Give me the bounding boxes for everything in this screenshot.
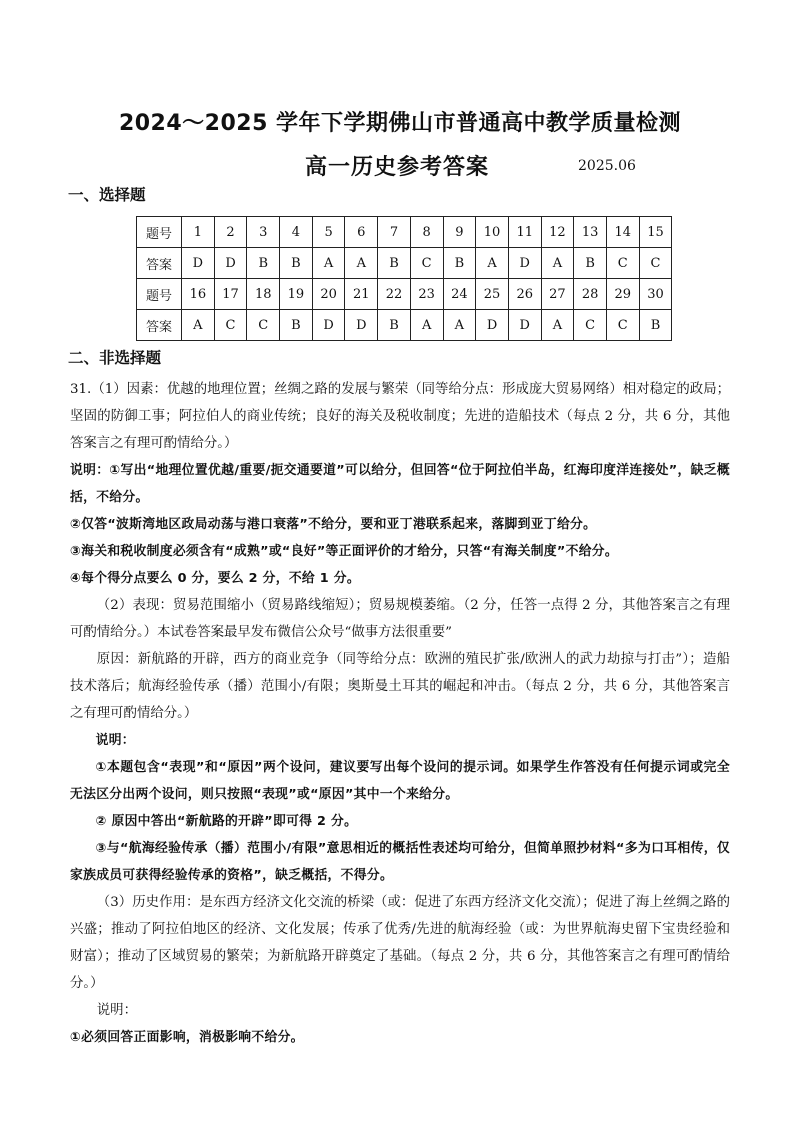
answer-table-cell: A <box>345 248 378 279</box>
answer-table-row <box>137 248 672 279</box>
answer-table-cell: 20 <box>312 279 345 310</box>
answer-table-cell: 17 <box>214 279 247 310</box>
answer-table-cell: D <box>345 310 378 341</box>
answer-table-cell: B <box>247 248 280 279</box>
q31-part3-note-1: ①必须回答正面影响，消极影响不给分。 <box>70 1030 304 1045</box>
answer-table-cell: B <box>378 248 411 279</box>
answer-key-title: 高一历史参考答案 <box>305 155 490 180</box>
q31-part2-note-label: 说明： <box>95 733 135 748</box>
q31-part2-performance: （2）表现：贸易范围缩小（贸易路线缩短）；贸易规模萎缩。（2 分，任答一点得 2 分，其他答案言之有理可酌情给分。）本试卷答案最早发布微信公众号“做事方法很重要” <box>70 598 730 640</box>
answer-table-row-header: 答案 <box>137 310 182 341</box>
answer-table-cell: C <box>639 248 672 279</box>
answer-table-cell: C <box>606 310 639 341</box>
answer-table-cell: 9 <box>443 217 476 248</box>
answer-body <box>70 376 730 1051</box>
answer-table-cell: 28 <box>574 279 607 310</box>
answer-table-cell: 2 <box>214 217 247 248</box>
q31-part3-answer: （3）历史作用：是东西方经济文化交流的桥梁（或：促进了东西方经济文化交流）；促进了海上丝绸之路的兴盛；推动了阿拉伯地区的经济、文化发展；传承了优秀/先进的航海经验（或：为世界航海史留下宝贵经验和财富）；推动了区域贸易的繁荣；为新航路开辟奠定了基础。（每点 2 分，共 6 分，其他答案言之有理可酌情给分。） <box>70 895 730 991</box>
answer-table-cell: C <box>574 310 607 341</box>
answer-table-row-header: 题号 <box>137 279 182 310</box>
q31-part1-answer: 31.（1）因素：优越的地理位置；丝绸之路的发展与繁荣（同等给分点：形成庞大贸易网络）相对稳定的政局；坚固的防御工事；阿拉伯人的商业传统；良好的海关及税收制度；先进的造船技术（每点 2 分，共 6 分，其他答案言之有理可酌情给分。） <box>70 382 730 451</box>
answer-table-cell: 27 <box>541 279 574 310</box>
answer-table-cell: 18 <box>247 279 280 310</box>
answer-table-cell: 10 <box>476 217 509 248</box>
q31-part3-note-label: 说明： <box>96 1003 137 1018</box>
q31-part1-note-4: ④每个得分点要么 0 分，要么 2 分，不给 1 分。 <box>70 571 360 586</box>
answer-table-cell: 1 <box>182 217 215 248</box>
q31-part2-note-3: ③与“航海经验传承（播）范围小/有限”意思相近的概括性表述均可给分，但简单照抄材料“多为口耳相传，仅家族成员可获得经验传承的资格”，缺乏概括，不得分。 <box>70 841 730 883</box>
q31-part1-note-3: ③海关和税收制度必须含有“成熟”或“良好”等正面评价的才给分，只答“有海关制度”不给分。 <box>70 544 618 559</box>
answer-table-cell: 25 <box>476 279 509 310</box>
answer-table-cell: 8 <box>410 217 443 248</box>
answer-table-cell: D <box>214 248 247 279</box>
answer-table-cell: D <box>508 248 541 279</box>
answer-table-cell: D <box>182 248 215 279</box>
answer-table-cell: C <box>247 310 280 341</box>
answer-table-cell: A <box>541 248 574 279</box>
answer-table-cell: 19 <box>280 279 313 310</box>
answer-table-cell: 14 <box>606 217 639 248</box>
answer-table <box>136 216 672 341</box>
q31-part2-reasons: 原因：新航路的开辟，西方的商业竞争（同等给分点：欧洲的殖民扩张/欧洲人的武力劫掠与打击”）；造船技术落后；航海经验传承（播）范围小/有限；奥斯曼土耳其的崛起和冲击。（每点 2 分，共 6 分，其他答案言之有理可酌情给分。） <box>70 652 730 721</box>
section-non-choice: 二、非选择题 <box>68 349 162 367</box>
answer-table-cell: C <box>410 248 443 279</box>
answer-table-cell: 15 <box>639 217 672 248</box>
answer-table-cell: A <box>312 248 345 279</box>
answer-table-row <box>137 279 672 310</box>
answer-table-row-header: 答案 <box>137 248 182 279</box>
section-multiple-choice: 一、选择题 <box>68 186 146 204</box>
answer-table-cell: A <box>476 248 509 279</box>
answer-table-cell: 16 <box>182 279 215 310</box>
answer-table-cell: 3 <box>247 217 280 248</box>
answer-table-cell: A <box>541 310 574 341</box>
answer-table-cell: 12 <box>541 217 574 248</box>
answer-table-cell: 30 <box>639 279 672 310</box>
answer-table-cell: 6 <box>345 217 378 248</box>
answer-table-cell: D <box>508 310 541 341</box>
q31-part2-note-1: ①本题包含“表现”和“原因”两个设问，建议要写出每个设问的提示词。如果学生作答没有任何提示词或完全无法区分出两个设问，则只按照“表现”或“原因”其中一个来给分。 <box>70 760 730 802</box>
answer-table-cell: 24 <box>443 279 476 310</box>
answer-table-cell: B <box>280 310 313 341</box>
answer-table-cell: B <box>574 248 607 279</box>
answer-table-cell: 22 <box>378 279 411 310</box>
answer-table-cell: B <box>378 310 411 341</box>
answer-table-cell: C <box>214 310 247 341</box>
answer-table-cell: 13 <box>574 217 607 248</box>
answer-table-row <box>137 310 672 341</box>
answer-table-cell: 21 <box>345 279 378 310</box>
q31-part2-note-2: ② 原因中答出“新航路的开辟”即可得 2 分。 <box>95 814 358 829</box>
answer-table-row <box>137 217 672 248</box>
answer-table-cell: 5 <box>312 217 345 248</box>
answer-table-cell: A <box>182 310 215 341</box>
exam-title: 2024～2025 学年下学期佛山市普通高中教学质量检测 <box>118 111 682 136</box>
exam-date: 2025.06 <box>578 158 636 174</box>
answer-table-cell: B <box>639 310 672 341</box>
answer-table-cell: 29 <box>606 279 639 310</box>
answer-table-row-header: 题号 <box>137 217 182 248</box>
answer-table-cell: 11 <box>508 217 541 248</box>
answer-table-cell: 4 <box>280 217 313 248</box>
answer-table-cell: A <box>410 310 443 341</box>
answer-table-cell: 23 <box>410 279 443 310</box>
q31-part1-note-2: ②仅答“波斯湾地区政局动荡与港口衰落”不给分，要和亚丁港联系起来，落脚到亚丁给分。 <box>70 517 597 532</box>
answer-table-cell: A <box>443 310 476 341</box>
answer-table-cell: 7 <box>378 217 411 248</box>
answer-table-cell: D <box>476 310 509 341</box>
answer-table-cell: C <box>606 248 639 279</box>
answer-table-cell: D <box>312 310 345 341</box>
answer-table-cell: 26 <box>508 279 541 310</box>
q31-part1-note-1: 说明：①写出“地理位置优越/重要/扼交通要道”可以给分，但回答“位于阿拉伯半岛，红海印度洋连接处”，缺乏概括，不给分。 <box>70 463 730 505</box>
answer-table-cell: B <box>443 248 476 279</box>
answer-table-cell: B <box>280 248 313 279</box>
